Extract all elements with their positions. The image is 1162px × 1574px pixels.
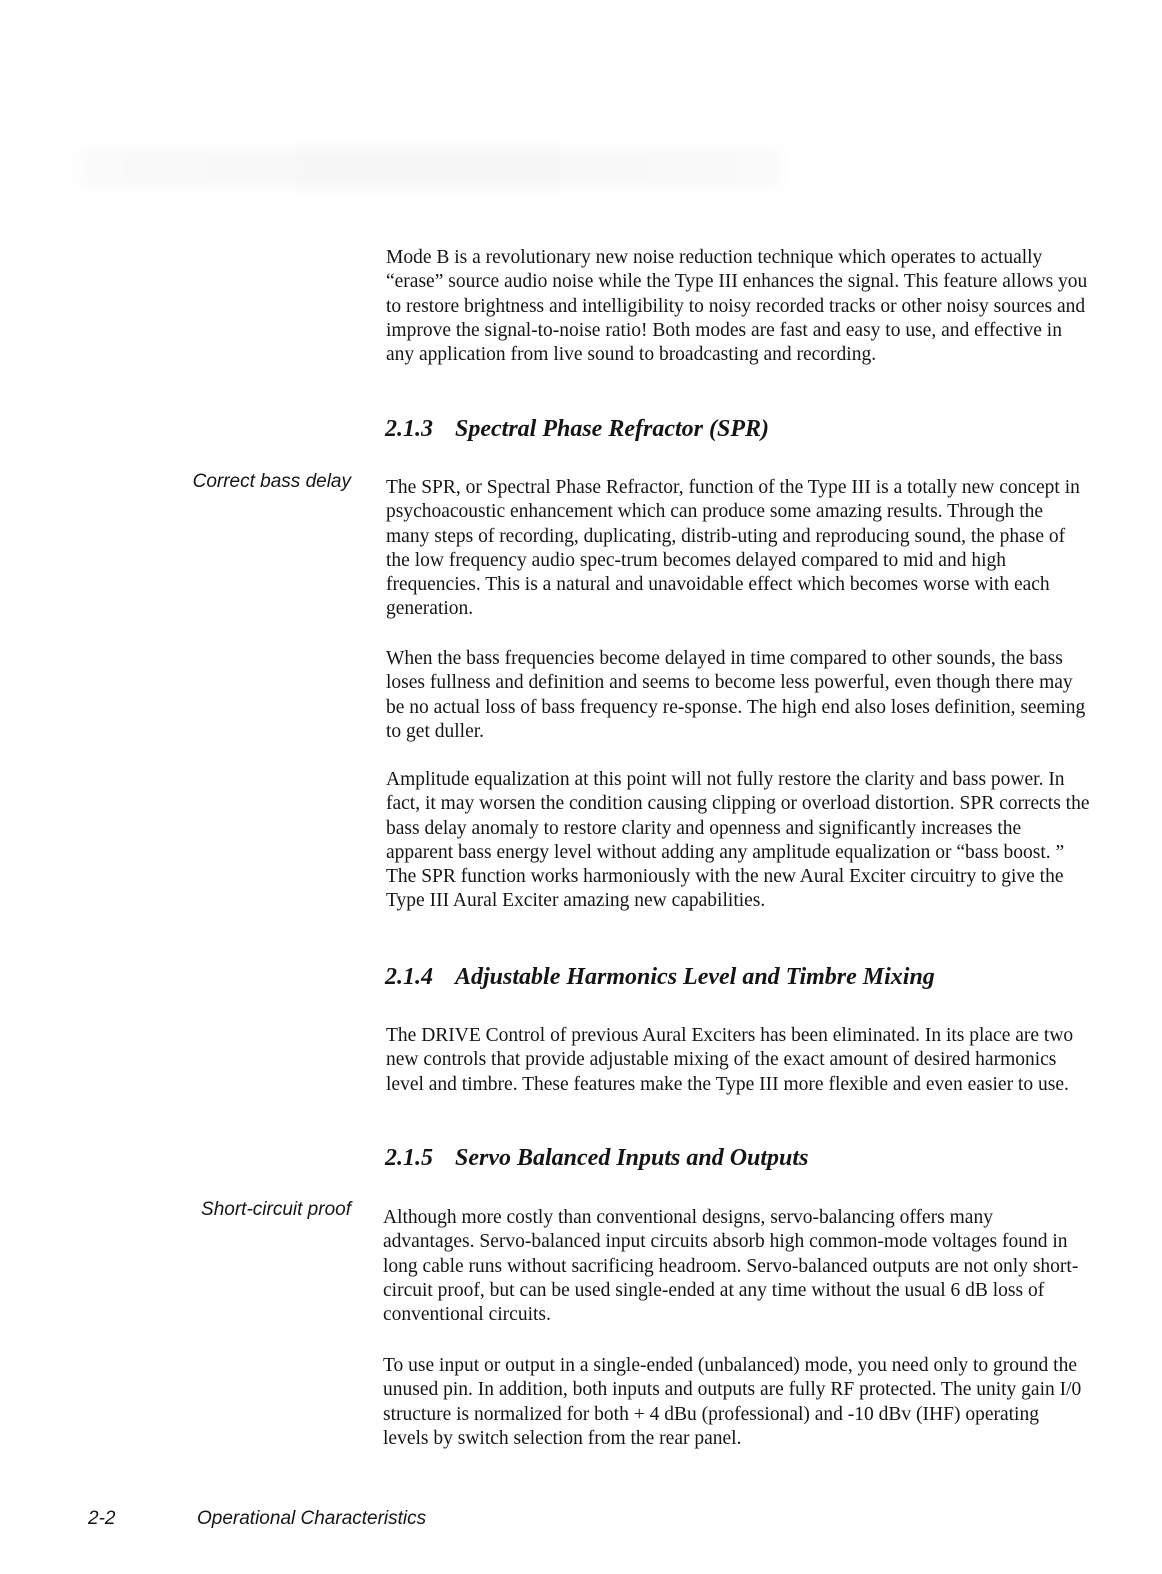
- page-number: 2-2: [88, 1508, 116, 1529]
- paragraph-amplitude-eq: Amplitude equalization at this point will not fully restore the clarity and bass power. In fact, it may worsen the condition causing clipping or overload distortion. SPR corrects the bass delay anomaly to restore clarity and openness and significantly increases the apparent bass energy level without adding any amplitude equalization or “bass boost. ” The SPR function works harmoniously with the new Aural Exciter circuitry to give the Type III Aural Exciter amazing new capabilities.: [386, 769, 1090, 912]
- heading-2-1-3: [385, 416, 769, 443]
- paragraph-bass-delayed: When the bass frequencies become delayed in time compared to other sounds, the bass loses fullness and definition and seems to become less powerful, even though there may be no actual loss of bass frequency re-sponse. The high end also loses definition, seeming to get duller.: [386, 648, 1086, 742]
- paragraph-servo-balancing: Although more costly than conventional designs, servo-balancing offers many advantages. Servo-balanced input circuits absorb high common-mode voltages found in long cable runs without sacrificing headroom. Servo-balanced outputs are not only short-circuit proof, but can be used single-ended at any time without the usual 6 dB loss of conventional circuits.: [383, 1207, 1079, 1326]
- footer-section-title: Operational Characteristics: [197, 1508, 427, 1529]
- heading-2-1-5: [385, 1145, 808, 1172]
- heading-2-1-4: [385, 964, 935, 991]
- paragraph-spr-intro: The SPR, or Spectral Phase Refractor, function of the Type III is a totally new concept in psychoacoustic enhancement which can produce some amazing results. Through the many steps of recording, duplicating, distrib-uting and reproducing sound, the phase of the low frequency audio spec-trum becomes delayed compared to mid and high frequencies. This is a natural and unavoidable effect which becomes worse with each generation.: [386, 477, 1080, 620]
- heading-title: Adjustable Harmonics Level and Timbre Mixing: [455, 964, 935, 990]
- margin-note-correct-bass-delay: Correct bass delay: [192, 471, 351, 492]
- heading-title: Servo Balanced Inputs and Outputs: [455, 1145, 809, 1171]
- paragraph-mode-b: Mode B is a revolutionary new noise reduction technique which operates to actually “erase” source audio noise while the Type III enhances the signal. This feature allows you to restore brightness and intelligibility to noisy recorded tracks or other noisy sources and improve the signal-to-noise ratio! Both modes are fast and easy to use, and effective in any application from live sound to broadcasting and recording.: [386, 247, 1088, 366]
- heading-number: 2.1.5: [385, 1145, 433, 1171]
- heading-number: 2.1.4: [385, 964, 433, 990]
- heading-number: 2.1.3: [385, 416, 433, 442]
- margin-note-short-circuit-proof: Short-circuit proof: [201, 1199, 351, 1220]
- heading-title: Spectral Phase Refractor (SPR): [455, 416, 769, 442]
- bleed-through-shadow: [80, 148, 780, 188]
- paragraph-single-ended: To use input or output in a single-ended (unbalanced) mode, you need only to ground the unused pin. In addition, both inputs and outputs are fully RF protected. The unity gain I/0 structure is normalized for both + 4 dBu (professional) and -10 dBv (IHF) operating levels by switch selection from the rear panel.: [383, 1355, 1082, 1449]
- paragraph-drive-control: The DRIVE Control of previous Aural Exciters has been eliminated. In its place are two new controls that provide adjustable mixing of the exact amount of desired harmonics level and timbre. These features make the Type III more flexible and even easier to use.: [386, 1025, 1074, 1095]
